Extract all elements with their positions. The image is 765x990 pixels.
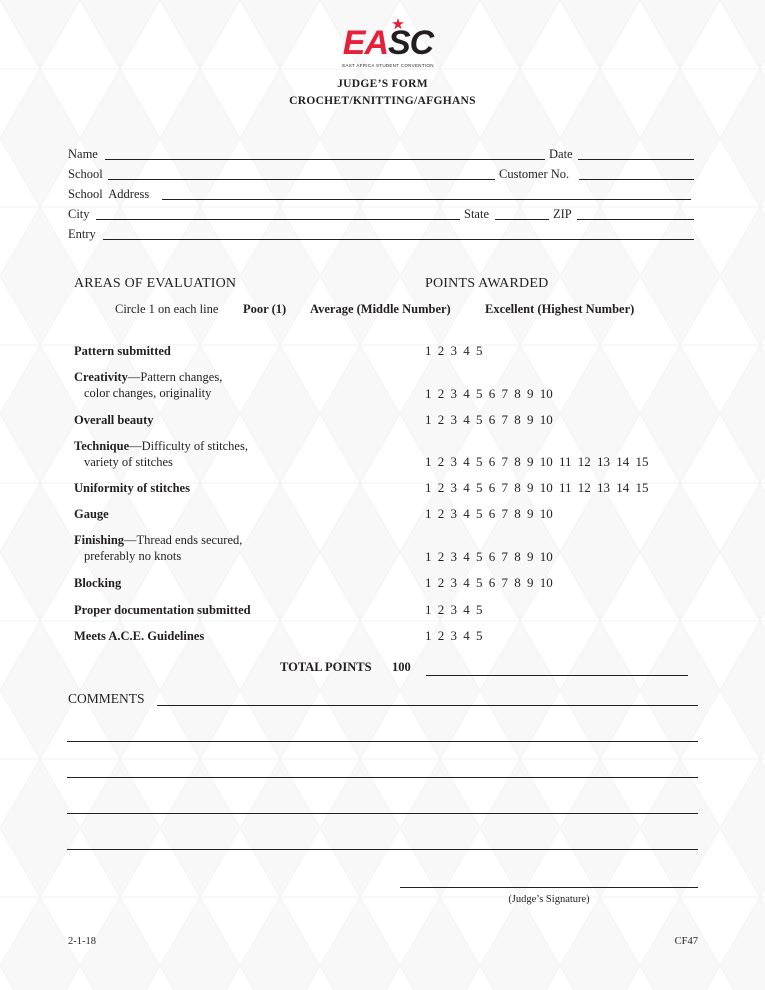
scale-finishing[interactable]: 1 2 3 4 5 6 7 8 9 10 — [425, 549, 553, 564]
footer-form-code: CF47 — [674, 936, 698, 947]
city-state-zip-row — [68, 207, 696, 223]
criterion-gauge: Gauge — [74, 507, 109, 521]
state-field[interactable] — [495, 219, 549, 220]
average-legend: Average (Middle Number) — [310, 302, 451, 316]
points-heading: POINTS AWARDED — [425, 276, 549, 291]
criterion-technique: Technique—Difficulty of stitches, variety of stitches — [74, 439, 248, 469]
scale-pattern[interactable]: 1 2 3 4 5 — [425, 343, 483, 358]
signature-caption: (Judge’s Signature) — [508, 894, 590, 905]
total-points-max: 100 — [392, 660, 411, 674]
entry-label: Entry — [68, 227, 96, 241]
logo-subtitle: EAST AFRICA STUDENT CONVENTION — [342, 63, 434, 68]
scale-uniformity[interactable]: 1 2 3 4 5 6 7 8 9 10 11 12 13 14 15 — [425, 480, 649, 495]
criterion-ace-guidelines: Meets A.C.E. Guidelines — [74, 629, 205, 643]
scale-gauge[interactable]: 1 2 3 4 5 6 7 8 9 10 — [425, 506, 553, 521]
comments-line-3[interactable] — [67, 777, 698, 778]
comments-line-1[interactable] — [157, 705, 698, 706]
scale-ace-guidelines[interactable]: 1 2 3 4 5 — [425, 628, 483, 643]
criterion-uniformity: Uniformity of stitches — [74, 481, 190, 495]
criterion-blocking: Blocking — [74, 576, 122, 590]
footer-date: 2-1-18 — [68, 936, 96, 947]
entry-row — [68, 227, 696, 243]
scale-overall-beauty[interactable]: 1 2 3 4 5 6 7 8 9 10 — [425, 412, 553, 427]
school-address-field[interactable] — [162, 199, 691, 200]
state-label: State — [464, 207, 489, 221]
criterion-documentation: Proper documentation submitted — [74, 603, 251, 617]
form-title: JUDGE’S FORM — [337, 78, 428, 90]
total-points-label: TOTAL POINTS — [280, 660, 372, 674]
school-customer-row — [68, 167, 696, 183]
scale-documentation[interactable]: 1 2 3 4 5 — [425, 602, 483, 617]
school-address-row — [68, 187, 696, 203]
name-label: Name — [68, 147, 98, 161]
school-label: School — [68, 167, 103, 181]
criterion-pattern: Pattern submitted — [74, 344, 171, 358]
name-field[interactable] — [105, 159, 545, 160]
name-date-row — [68, 147, 696, 163]
comments-line-5[interactable] — [67, 849, 698, 850]
form-subtitle: CROCHET/KNITTING/AFGHANS — [289, 95, 476, 107]
signature-line[interactable] — [400, 887, 698, 888]
scale-blocking[interactable]: 1 2 3 4 5 6 7 8 9 10 — [425, 575, 553, 590]
circle-instruction: Circle 1 on each line — [115, 302, 219, 316]
scale-technique[interactable]: 1 2 3 4 5 6 7 8 9 10 11 12 13 14 15 — [425, 454, 649, 469]
logo-wordmark: EASC — [342, 24, 434, 62]
date-field[interactable] — [578, 159, 694, 160]
comments-line-2[interactable] — [67, 741, 698, 742]
school-field[interactable] — [108, 179, 495, 180]
eascs-logo — [334, 18, 442, 68]
entry-field[interactable] — [103, 239, 694, 240]
comments-line-4[interactable] — [67, 813, 698, 814]
criterion-overall-beauty: Overall beauty — [74, 413, 154, 427]
date-label: Date — [549, 147, 573, 161]
city-label: City — [68, 207, 90, 221]
excellent-legend: Excellent (Highest Number) — [485, 302, 635, 316]
scale-creativity[interactable]: 1 2 3 4 5 6 7 8 9 10 — [425, 386, 553, 401]
comments-label: COMMENTS — [68, 691, 145, 706]
school-address-label: School Address — [68, 187, 150, 201]
criterion-finishing: Finishing—Thread ends secured, preferably no knots — [74, 533, 243, 563]
zip-label: ZIP — [553, 207, 572, 221]
total-points-field[interactable] — [426, 675, 688, 676]
customer-no-label: Customer No. — [499, 167, 570, 181]
poor-legend: Poor (1) — [243, 302, 287, 316]
city-field[interactable] — [96, 219, 460, 220]
zip-field[interactable] — [577, 219, 694, 220]
areas-heading: AREAS OF EVALUATION — [74, 276, 237, 291]
customer-no-field[interactable] — [579, 179, 694, 180]
criterion-creativity: Creativity—Pattern changes, color changes, originality — [74, 370, 223, 400]
